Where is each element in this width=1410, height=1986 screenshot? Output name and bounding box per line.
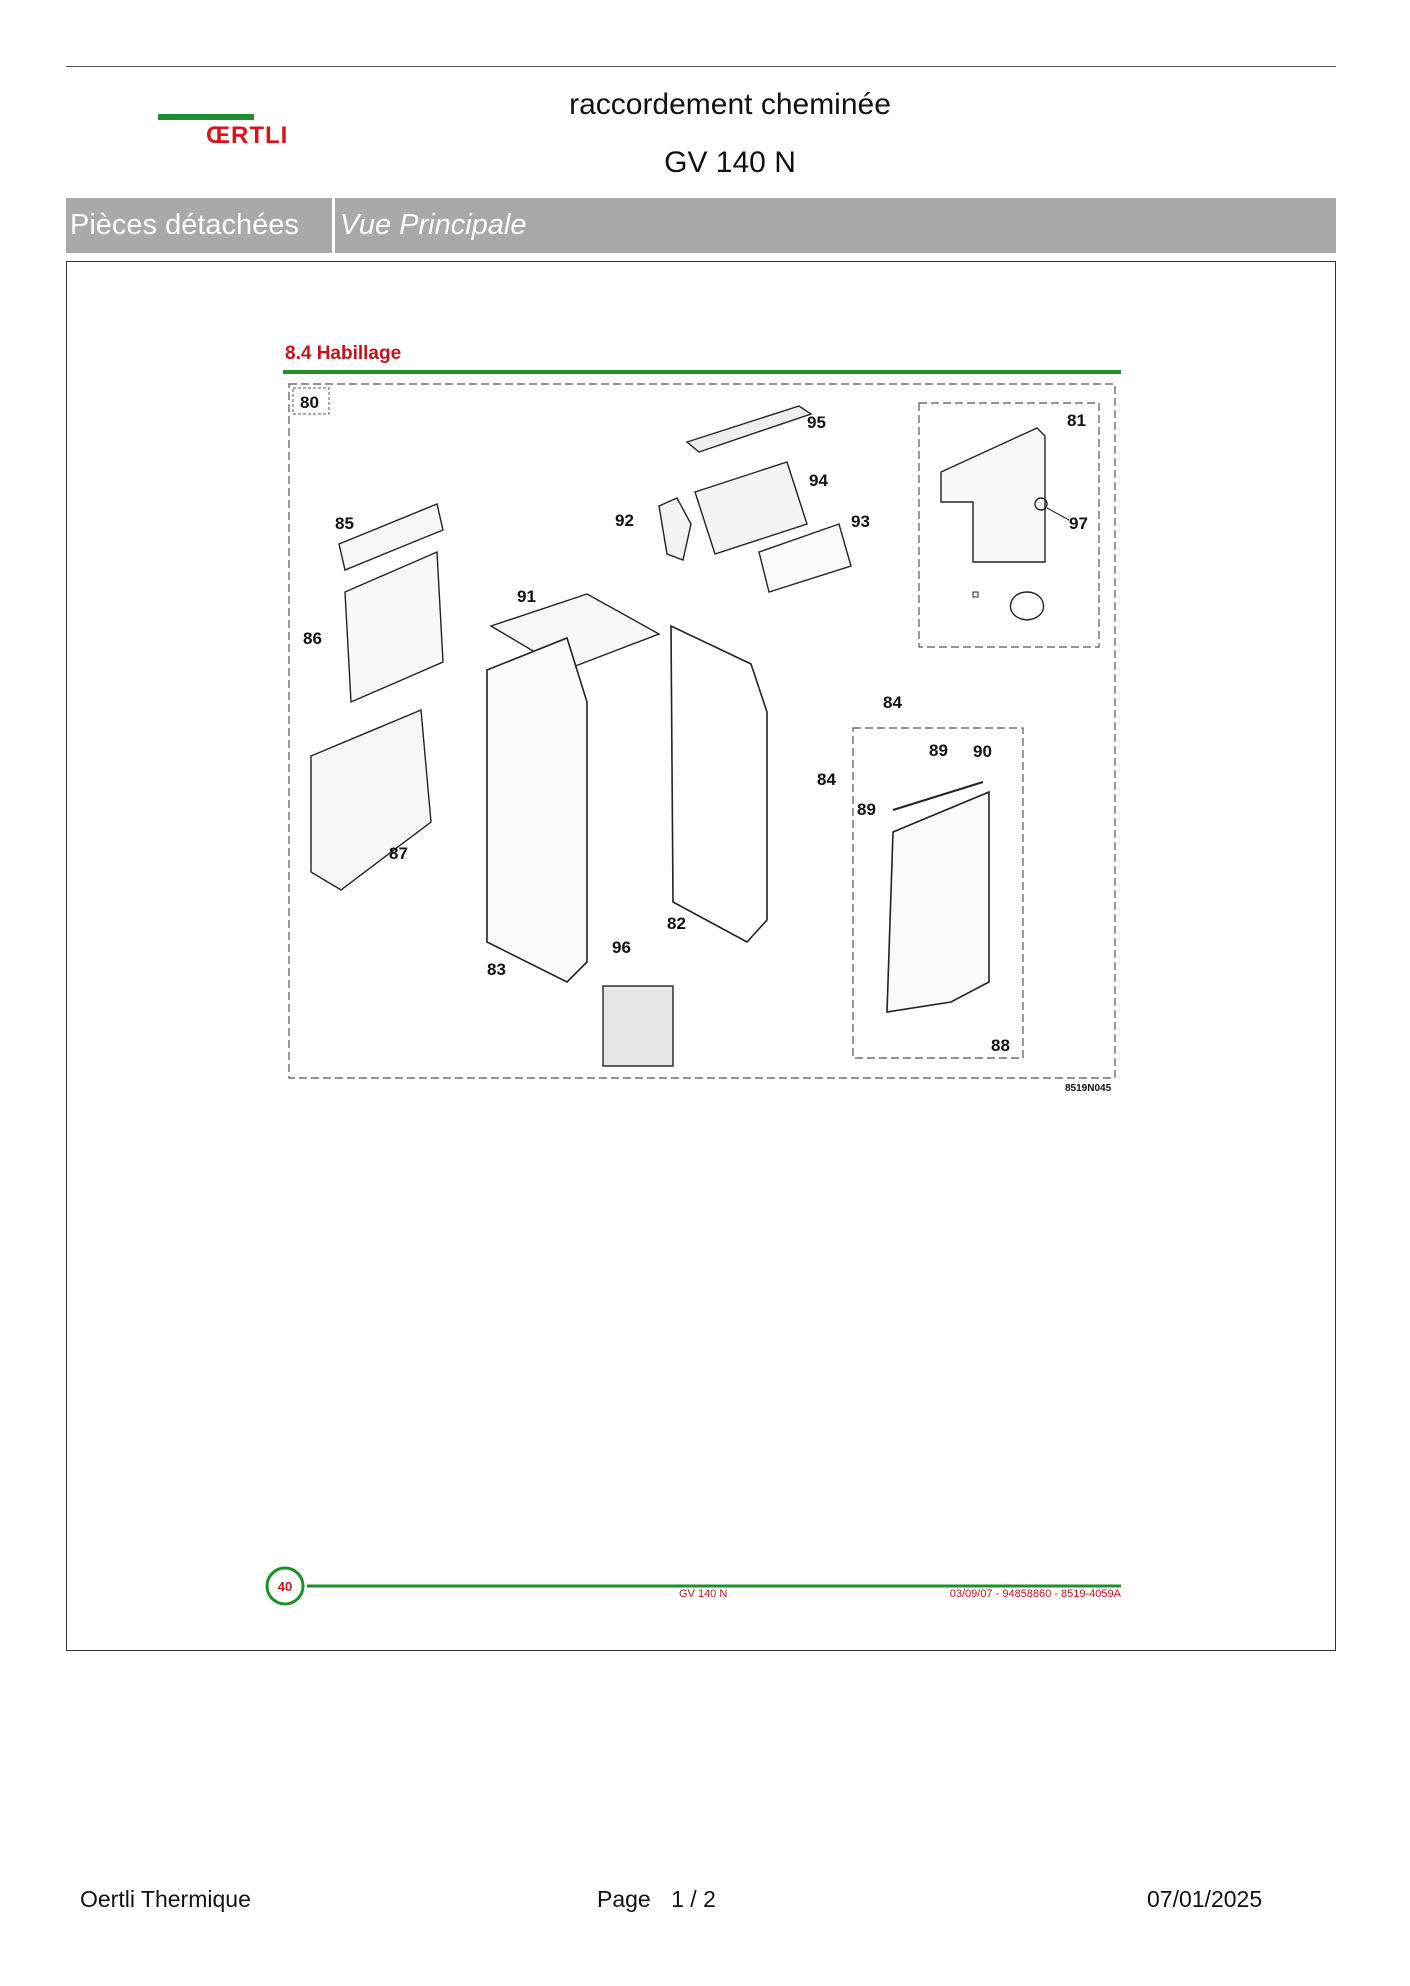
part-86-shape [345,552,443,702]
footer-page-label: Page [597,1886,651,1912]
footer-page-current: 1 [671,1886,684,1912]
document-reference: 03/09/07 - 94858860 - 8519-4059A [949,1588,1121,1600]
callout-95: 95 [807,413,826,432]
exploded-view-drawing [67,262,1335,1650]
footer-company: Oertli Thermique [80,1886,251,1912]
callout-96: 96 [612,938,631,957]
callout-85: 85 [335,514,354,533]
figure-reference: 8519N045 [1065,1083,1112,1094]
drawing-frame [66,261,1336,1651]
footer-page-total: 2 [703,1886,716,1912]
top-rule [66,66,1336,67]
model-label: GV 140 N [679,1588,728,1600]
callout-89-top: 89 [929,741,948,760]
callout-93: 93 [851,512,870,531]
callout-89-left: 89 [857,800,876,819]
logo-wordmark: ŒRTLI [206,122,289,149]
tab-vue-principale[interactable]: Vue Principale [340,209,527,241]
front-door-88 [887,792,989,1012]
part-92-shape [659,498,691,560]
callout-94: 94 [809,471,828,490]
callout-83: 83 [487,960,506,979]
page-subtitle: GV 140 N [664,146,796,179]
tab-bar [66,198,1336,253]
clamp-part [1010,592,1043,620]
part-83-shape [487,638,587,982]
callout-97: 97 [1069,514,1088,533]
rear-panel-hole [973,592,978,597]
callout-84-left: 84 [817,770,836,789]
page-number: 40 [277,1579,293,1594]
callout-92: 92 [615,511,634,530]
part-94-shape [695,462,807,554]
section-heading: 8.4 Habillage [285,343,402,364]
footer-page-separator: / [690,1886,697,1912]
callout-91: 91 [517,587,536,606]
callout-84-top: 84 [883,693,902,712]
page-title: raccordement cheminée [569,88,891,121]
footer-page [597,1886,716,1913]
part-87-shape [311,710,431,890]
part-82-shape [671,626,767,942]
callout-81: 81 [1067,411,1086,430]
callout-88: 88 [991,1036,1010,1055]
part-95-shape [687,406,811,452]
callout-86: 86 [303,629,322,648]
callout-82: 82 [667,914,686,933]
tab-separator [332,198,335,253]
leader-97 [1047,508,1069,520]
rear-panel-81 [941,428,1045,562]
callout-90: 90 [973,742,992,761]
tab-pieces-detachees[interactable]: Pièces détachées [70,209,299,241]
callout-87: 87 [389,844,408,863]
footer-date: 07/01/2025 [1147,1886,1263,1912]
callout-80: 80 [300,393,319,412]
part-96-shape [603,986,673,1066]
